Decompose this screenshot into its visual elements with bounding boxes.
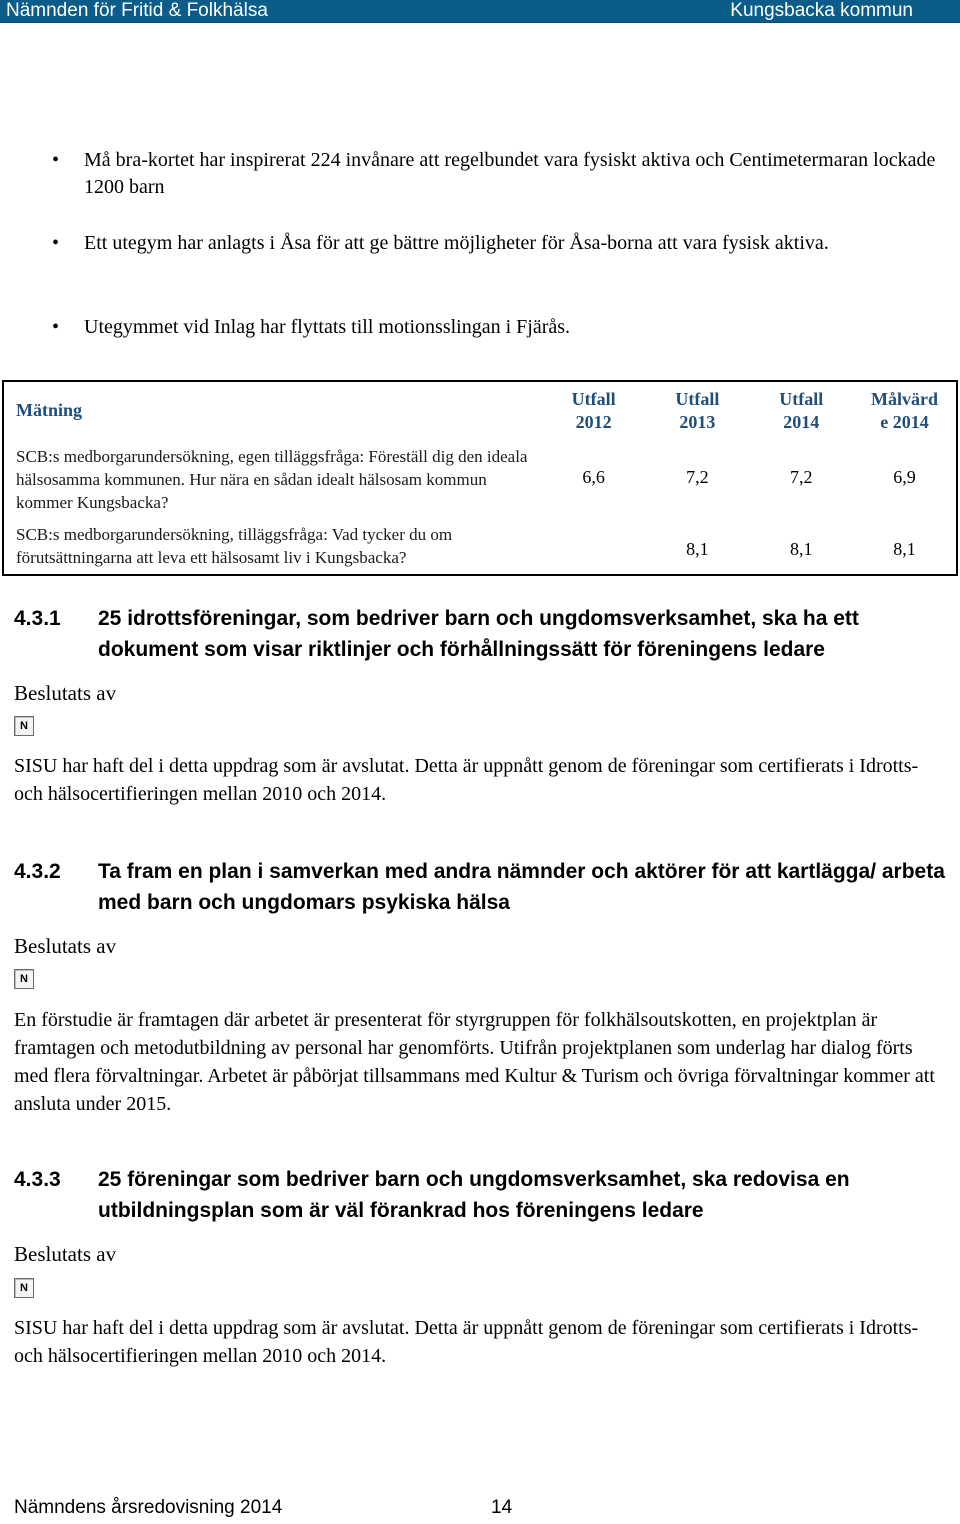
value-target: 8,1 [893, 539, 916, 559]
bullet-item-1: Må bra-kortet har inspirerat 224 invånare att regelbundet vara fysiskt aktiva och Centimetermaran lockade 1200 barn [84, 149, 936, 198]
section-number: 4.3.3 [14, 1168, 61, 1191]
note-icon: N [14, 969, 34, 989]
section-title: 25 idrottsföreningar, som bedriver barn och ungdomsverksamhet, ska ha ett dokument som visar riktlinjer och förhållningssätt för föreningens ledare [98, 607, 859, 661]
decided-by-label: Beslutats av [14, 1242, 117, 1266]
section-text: SISU har haft del i detta uppdrag som är avslutat. Detta är uppnått genom de föreningar som certifierats i Idrotts- och hälsocertifieringen mellan 2010 och 2014. [14, 755, 919, 805]
note-icon: N [14, 716, 34, 736]
header-municipality: Kungsbacka kommun [730, 0, 913, 21]
table-row [3, 517, 957, 575]
decided-by-label: Beslutats av [14, 681, 117, 705]
column-header-measure: Mätning [16, 399, 83, 420]
section-text: SISU har haft del i detta uppdrag som är avslutat. Detta är uppnått genom de föreningar som certifierats i Idrotts- och hälsocertifieringen mellan 2010 och 2014. [14, 1317, 919, 1367]
note-icon: N [14, 1278, 34, 1298]
column-header-2014: Utfall 2014 [779, 389, 824, 432]
measurement-table [2, 380, 958, 576]
page-header [0, 0, 960, 23]
value-2014: 7,2 [789, 467, 813, 487]
row-description: SCB:s medborgarundersökning, egen tilläggsfråga: Föreställ dig den ideala hälsosamma kommunen. Hur nära en sådan idealt hälsosam kommun kommer Kungsbacka? [16, 447, 528, 512]
column-header-2013: Utfall 2013 [675, 389, 720, 432]
section-title: Ta fram en plan i samverkan med andra nämnder och aktörer för att kartlägga/ arbeta med barn och ungdomars psykiska hälsa [98, 860, 945, 914]
section-number: 4.3.1 [14, 607, 61, 630]
column-header-target: Målvärd e 2014 [871, 389, 939, 432]
value-target: 6,9 [893, 467, 916, 487]
value-2013: 7,2 [686, 467, 709, 487]
section-number: 4.3.2 [14, 860, 61, 883]
value-2014: 8,1 [789, 539, 813, 559]
value-2013: 8,1 [686, 539, 709, 559]
bullet-icon: • [52, 149, 60, 171]
column-header-2012: Utfall 2012 [571, 389, 616, 432]
section-text: En förstudie är framtagen där arbetet är presenterat för styrgruppen för folkhälsoutskotten, en projektplan är framtagen och metodutbildning av personal har genomförts. Utifrån projektplanen som underlag har dialog förts med flera förvaltningar. Arbetet är påbörjat tillsammans med Kultur & Turism och övriga förvaltningar kommer att ansluta under 2015. [14, 1009, 935, 1115]
bullet-icon: • [52, 232, 60, 254]
footer-report-title: Nämndens årsredovisning 2014 [14, 1497, 283, 1518]
bullet-icon: • [52, 316, 60, 338]
bullet-item-2: Ett utegym har anlagts i Åsa för att ge bättre möjligheter för Åsa-borna att vara fysisk aktiva. [84, 232, 829, 254]
bullet-item-3: Utegymmet vid Inlag har flyttats till motionsslingan i Fjärås. [84, 316, 571, 338]
header-committee-name: Nämnden för Fritid & Folkhälsa [6, 0, 268, 21]
decided-by-label: Beslutats av [14, 934, 117, 958]
table-header-row [3, 381, 957, 438]
value-2012 [542, 517, 646, 575]
row-description: SCB:s medborgarundersökning, tilläggsfråga: Vad tycker du om förutsättningarna att leva ett hälsosamt liv i Kungsbacka? [16, 524, 453, 567]
section-title: 25 föreningar som bedriver barn och ungdomsverksamhet, ska redovisa en utbildningsplan som är väl förankrad hos föreningens ledare [98, 1168, 850, 1222]
value-2012: 6,6 [582, 467, 605, 487]
table-row [3, 438, 957, 517]
footer-page-number: 14 [491, 1497, 513, 1518]
